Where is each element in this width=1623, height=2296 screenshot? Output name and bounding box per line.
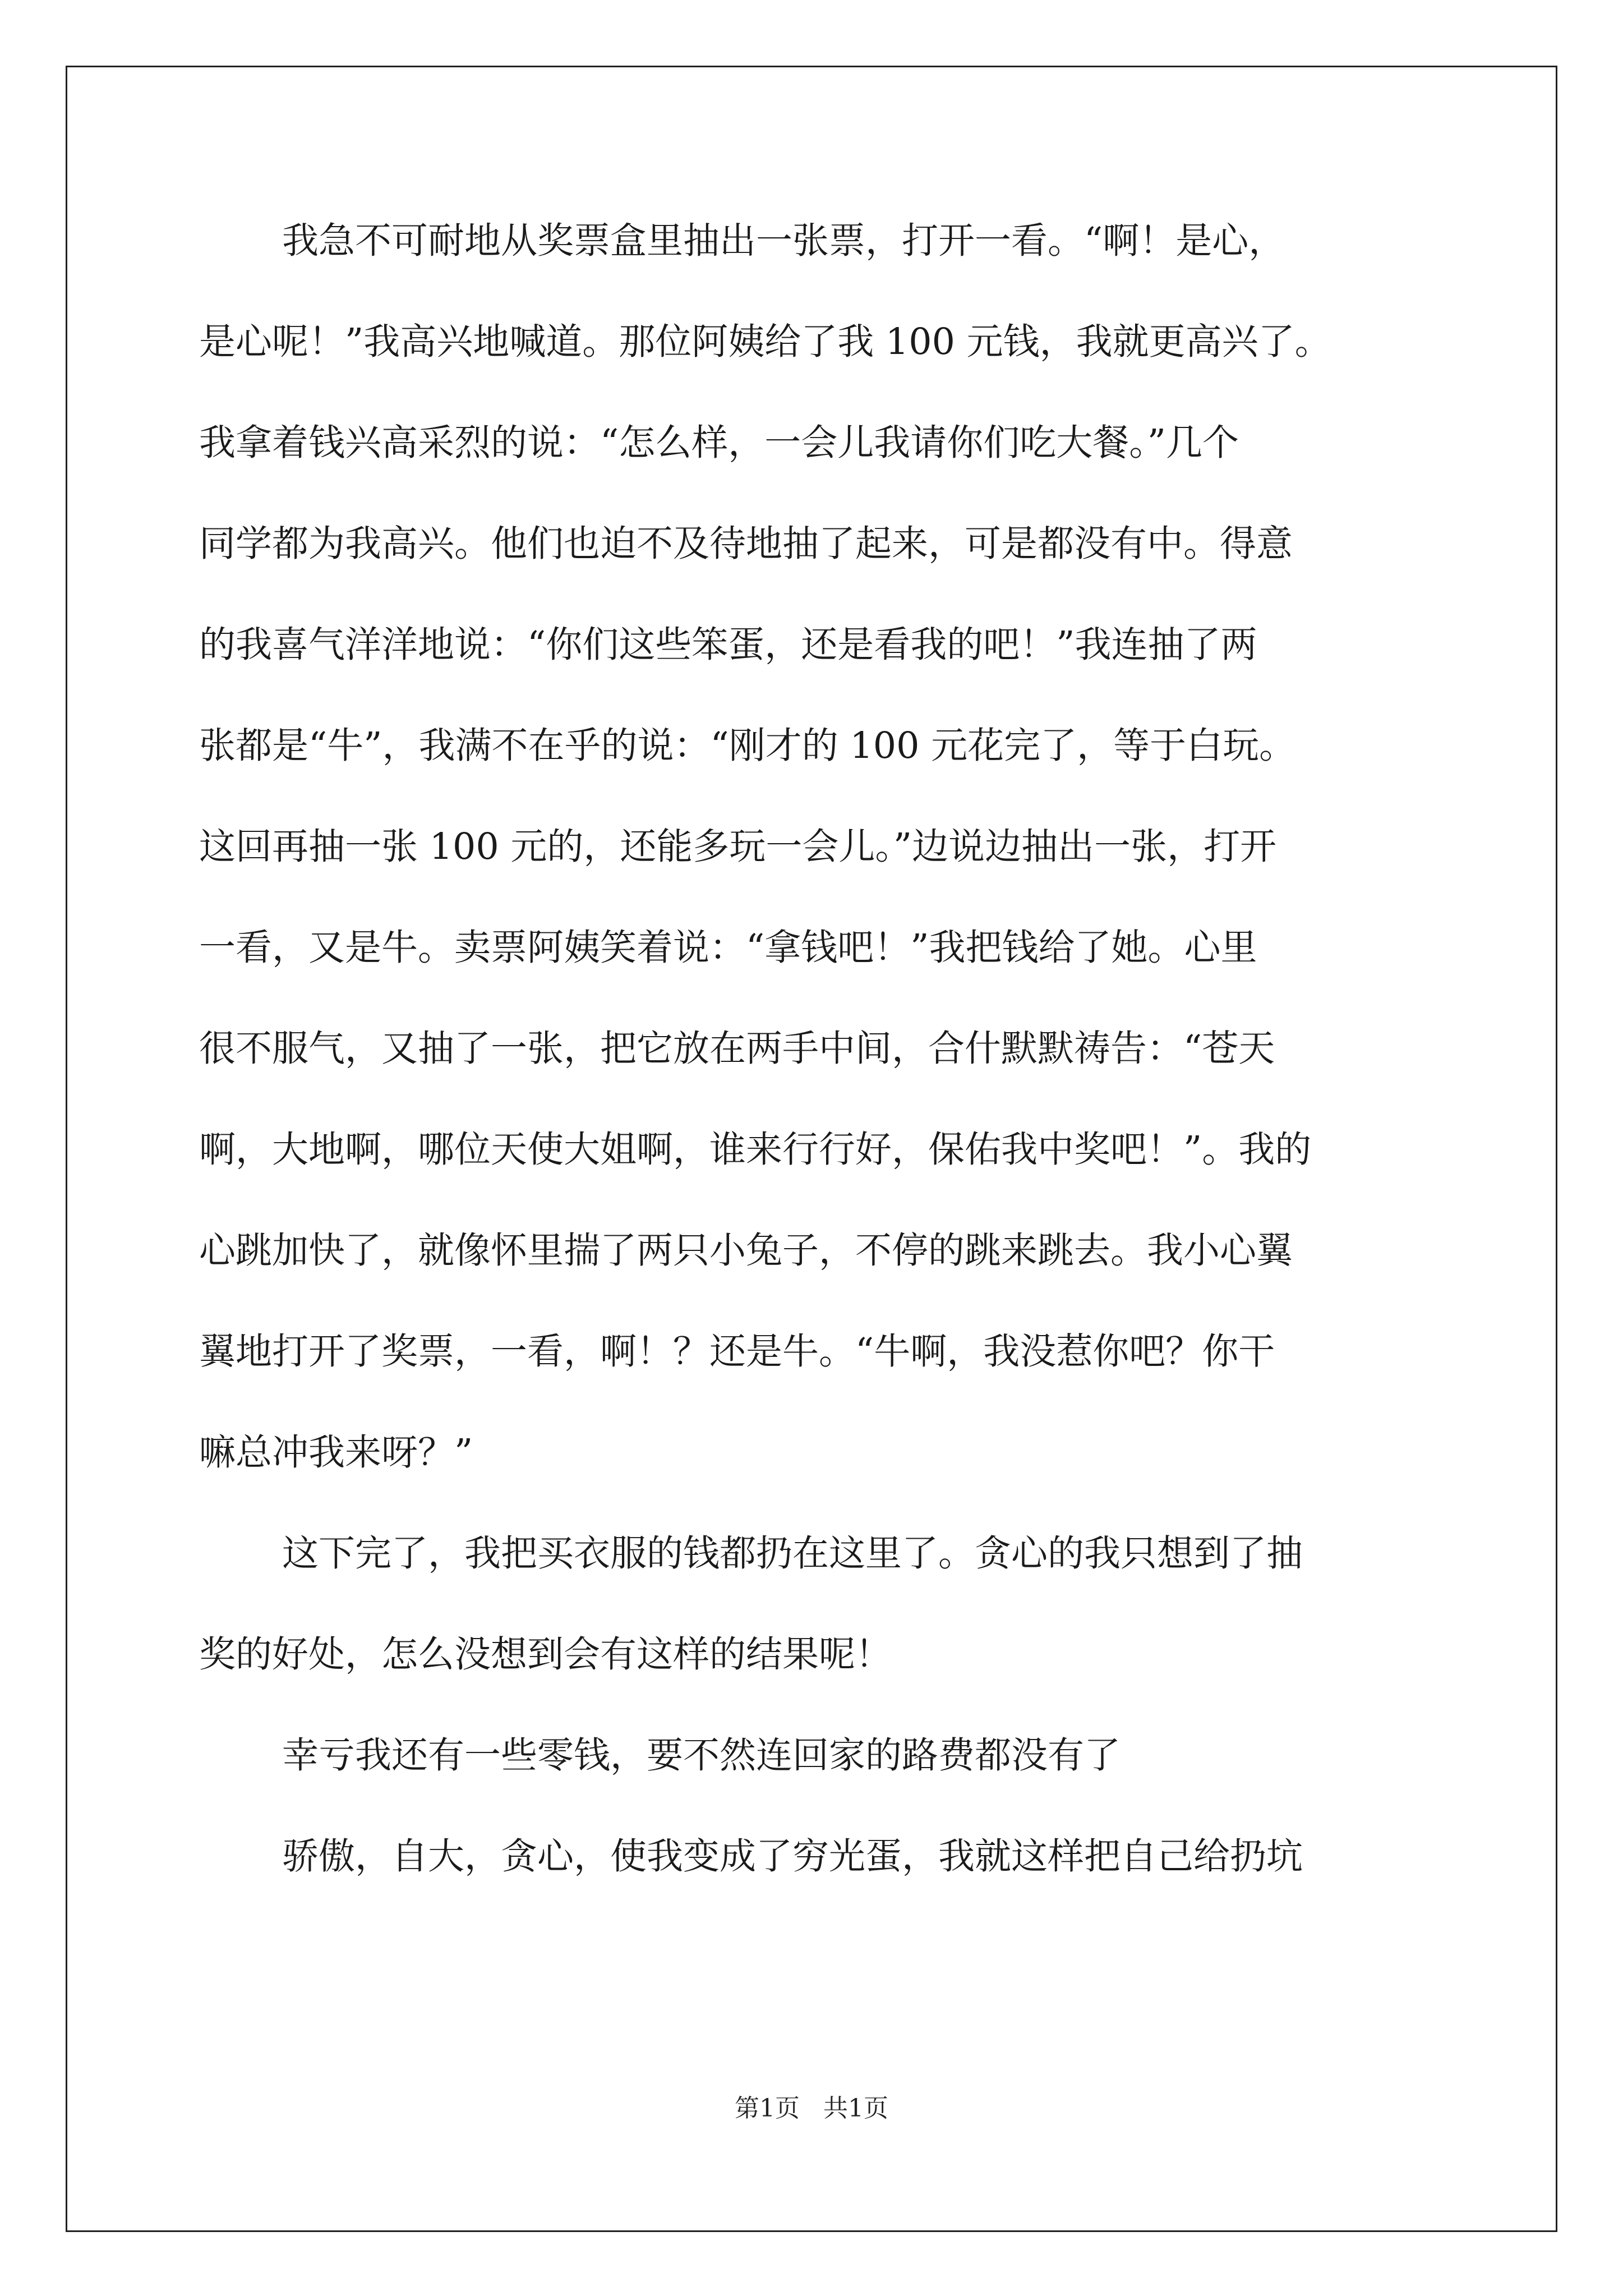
text-line: 张都是“牛”，我满不在乎的说：“刚才的 100 元花完了，等于白玩。 <box>199 725 1296 767</box>
page-footer: 第1页 共1页 <box>735 2094 888 2123</box>
text-line: 嘛总冲我来呀？” <box>199 1432 473 1474</box>
text-line: 很不服气，又抽了一张，把它放在两手中间，合什默默祷告：“苍天 <box>199 1028 1275 1070</box>
text-line: 同学都为我高兴。他们也迫不及待地抽了起来，可是都没有中。得意 <box>199 523 1293 565</box>
text-line: 我拿着钱兴高采烈的说：“怎么样，一会儿我请你们吃大餐。”几个 <box>199 422 1239 464</box>
text-line: 是心呢！”我高兴地喊道。那位阿姨给了我 100 元钱，我就更高兴了。 <box>199 321 1331 363</box>
text-line: 翼地打开了奖票，一看，啊！？还是牛。“牛啊，我没惹你吧？你干 <box>199 1331 1275 1373</box>
text-line: 啊，大地啊，哪位天使大姐啊，谁来行行好，保佑我中奖吧！”。我的 <box>199 1129 1312 1171</box>
text-line: 这回再抽一张 100 元的，还能多玩一会儿。”边说边抽出一张，打开 <box>199 826 1277 868</box>
text-line: 骄傲，自大，贪心，使我变成了穷光蛋，我就这样把自己给扔坑 <box>282 1835 1303 1878</box>
text-line: 我急不可耐地从奖票盒里抽出一张票，打开一看。“啊！是心， <box>282 220 1285 262</box>
text-line: 心跳加快了，就像怀里揣了两只小兔子，不停的跳来跳去。我小心翼 <box>199 1230 1293 1272</box>
text-line: 这下完了，我把买衣服的钱都扔在这里了。贪心的我只想到了抽 <box>282 1533 1303 1575</box>
text-line: 幸亏我还有一些零钱，要不然连回家的路费都没有了 <box>282 1734 1121 1777</box>
text-line: 的我喜气洋洋地说：“你们这些笨蛋，还是看我的吧！”我连抽了两 <box>199 624 1257 666</box>
text-line: 一看，又是牛。卖票阿姨笑着说：“拿钱吧！”我把钱给了她。心里 <box>199 927 1257 969</box>
text-line: 奖的好处，怎么没想到会有这样的结果呢！ <box>199 1634 892 1676</box>
